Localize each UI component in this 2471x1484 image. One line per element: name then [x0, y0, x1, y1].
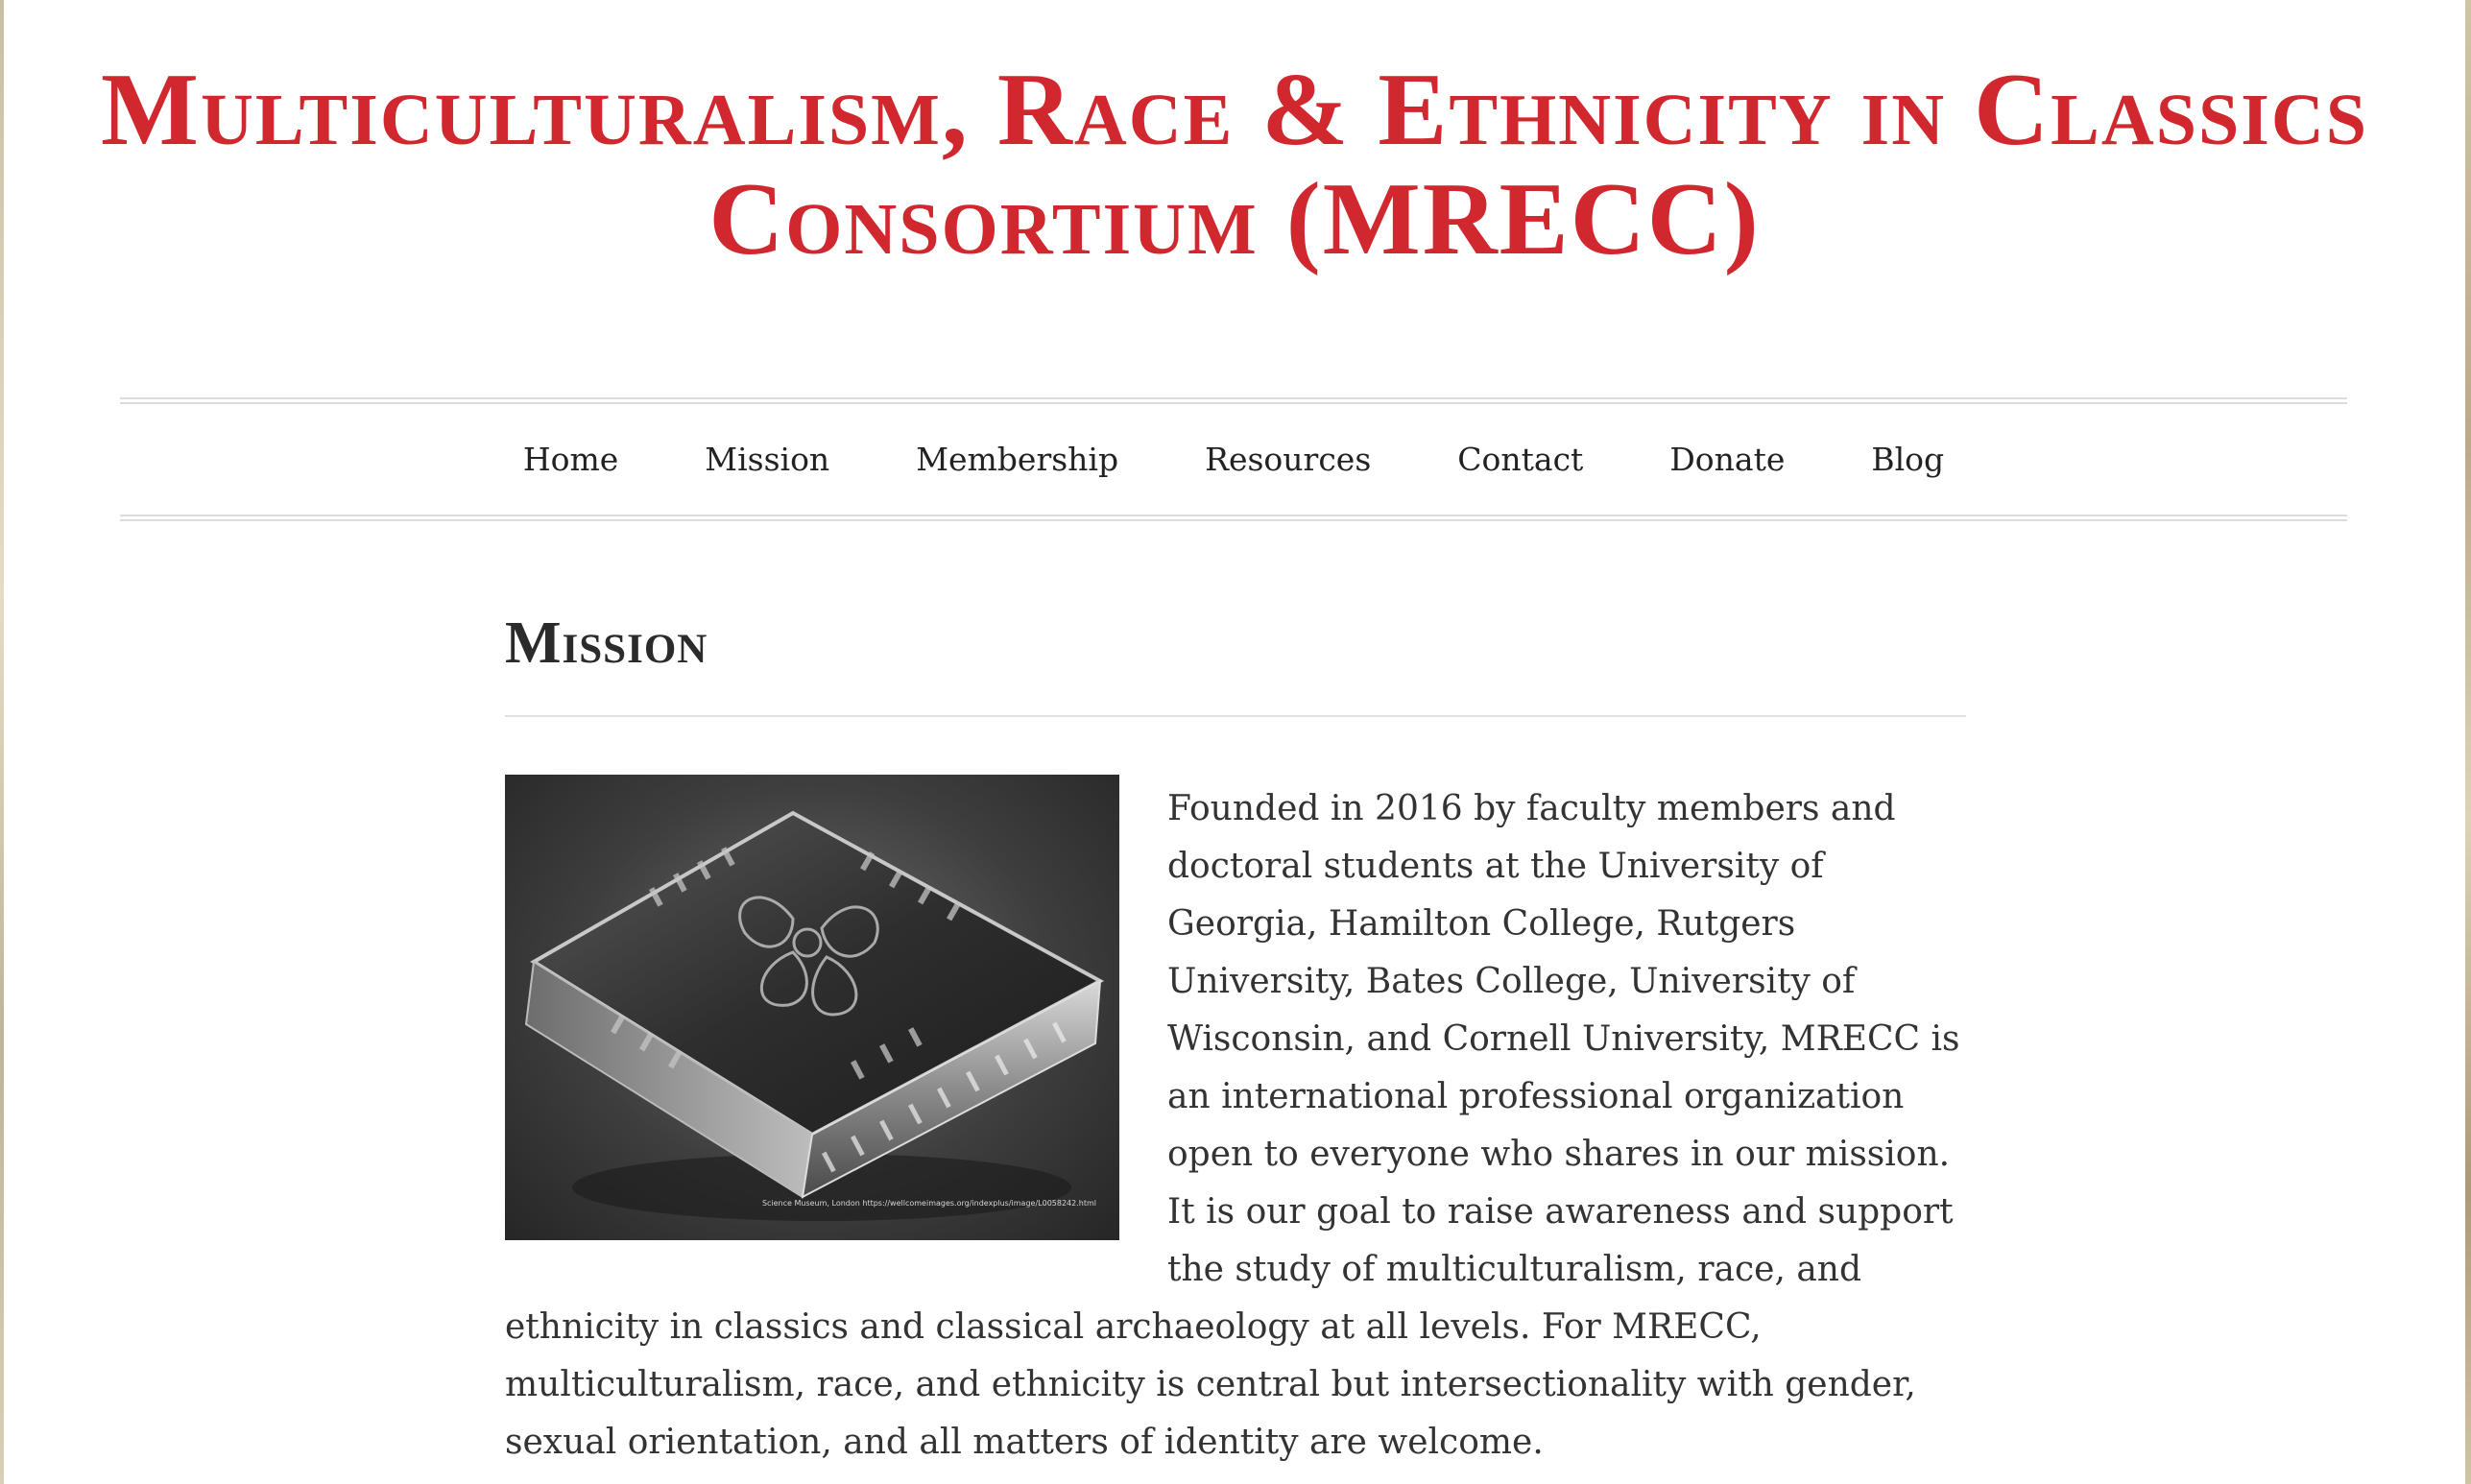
nav-top-rule-inner: [120, 402, 2347, 404]
silver-box-illustration: [505, 775, 1119, 1240]
mission-text: Founded in 2016 by faculty members and doctoral students at the University of Georgia, Hamilton College, Rutgers University, Bates College, University of Wisconsin, and Cornell University, MRECC is an international professional organization open to everyone who shares in our mission. It is our goal to raise awareness and support the study of multiculturalism, race, and ethnicity in classics and classical archaeology at all levels. For MRECC, multiculturalism, race, and ethnicity is central but intersectionality with gender, sexual orientation, and all matters of identity are welcome.: [505, 789, 1960, 1462]
nav-item-blog[interactable]: Blog: [1871, 440, 1945, 478]
mission-image[interactable]: [505, 775, 1119, 1240]
nav-item-home[interactable]: Home: [522, 440, 619, 478]
nav-item-donate[interactable]: Donate: [1669, 440, 1786, 478]
nav-item-resources[interactable]: Resources: [1205, 440, 1372, 478]
nav-item-membership[interactable]: Membership: [916, 440, 1119, 478]
main-navigation: [120, 406, 2347, 512]
nav-bottom-rule: [120, 519, 2347, 521]
main-content: [505, 595, 1966, 1472]
nav-item-mission[interactable]: Mission: [705, 440, 830, 478]
image-credit: Science Museum, London https://wellcomeimages.org/indexplus/image/L0058242.html: [761, 1199, 1096, 1208]
mission-article: [505, 775, 1966, 1472]
background-right-edge: [2465, 0, 2471, 1484]
nav-top-rule: [120, 397, 2347, 399]
title-divider: [505, 715, 1966, 717]
nav-bottom-rule-inner: [120, 515, 2347, 516]
site-title[interactable]: Multiculturalism, Race & Ethnicity in Classics Consortium (MRECC): [101, 53, 2368, 276]
page-title: Mission: [505, 610, 708, 676]
nav-item-contact[interactable]: Contact: [1457, 440, 1584, 478]
page-container: [4, 0, 2465, 1484]
